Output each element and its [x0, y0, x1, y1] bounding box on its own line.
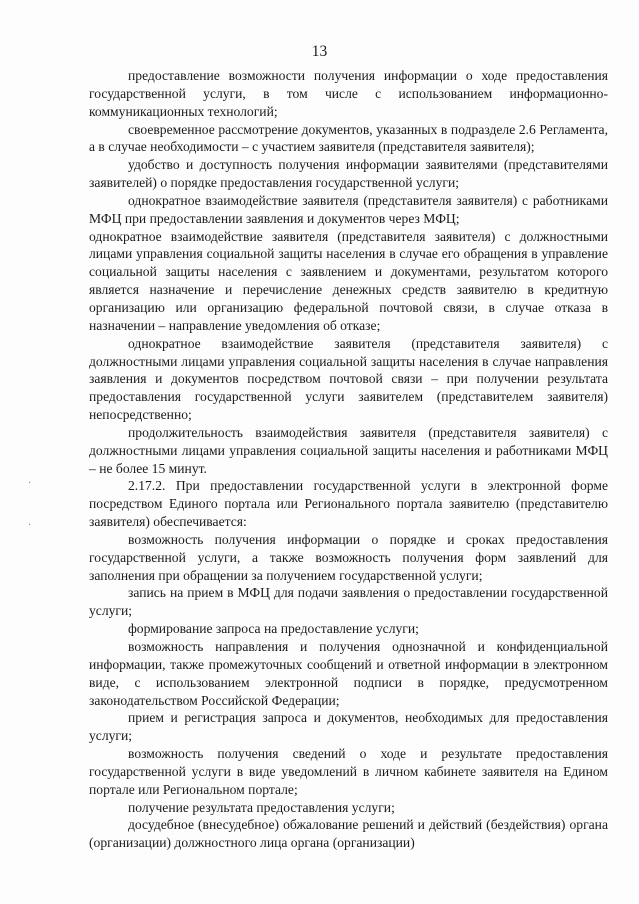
- paragraph: удобство и доступность получения информации заявителями (представителями заявителей) о порядке предоставления государственной услуги;: [89, 157, 608, 191]
- paragraph: формирование запроса на предоставление услуги;: [128, 621, 419, 637]
- margin-tick-mark: ·: [28, 478, 32, 489]
- paragraph: возможность получения информации о порядке и сроках предоставления государственной услуги, а также возможность получения форм заявлений для заполнения при обращении за получением государственной услуги;: [89, 531, 608, 583]
- paragraph: возможность направления и получения однозначной и конфиденциальной информации, также промежуточных сообщений и ответной информации в электронном виде, с использованием электронной подписи в порядке, предусмотренном законодательством Российской Федерации;: [89, 639, 608, 708]
- paragraph: однократное взаимодействие заявителя (представителя заявителя) с работниками МФЦ при предоставлении заявления и документов через МФЦ;: [89, 192, 608, 226]
- paragraph: однократное взаимодействие заявителя (представителя заявителя) с должностными лицами управления социальной защиты населения в случае направления заявления и документов посредством почтовой связи – при получении результата предоставления государственной услуги заявителем (представителем заявителя) непосредственно;: [89, 335, 608, 423]
- paragraph: своевременное рассмотрение документов, указанных в подразделе 2.6 Регламента, а в случае необходимости – с участием заявителя (представителя заявителя);: [89, 121, 608, 155]
- page-number: 13: [311, 43, 328, 60]
- paragraph: 2.17.2. При предоставлении государственной услуги в электронной форме посредством Единого портала или Регионального портала заявителю (представителю заявителя) обеспечивается:: [89, 478, 608, 530]
- paragraph: досудебное (внесудебное) обжалование решений и действий (бездействия) органа (организации) должностного лица органа (организации): [89, 817, 608, 851]
- paragraph: получение результата предоставления услуги;: [128, 799, 395, 815]
- paragraph: возможность получения сведений о ходе и результате предоставления государственной услуги в виде уведомлений в личном кабинете заявителя на Едином портале или Региональном портале;: [89, 746, 608, 797]
- paragraph: прием и регистрация запроса и документов, необходимых для предоставления услуги;: [89, 710, 608, 744]
- paragraph: запись на прием в МФЦ для подачи заявления о предоставлении государственной услуги;: [89, 585, 608, 619]
- document-body: [89, 67, 608, 852]
- margin-tick-mark: ·: [28, 520, 32, 531]
- paragraph: предоставление возможности получения информации о ходе предоставления государственной услуги, в том числе с использованием информационно-коммуникационных технологий;: [89, 68, 608, 119]
- paragraph: продолжительность взаимодействия заявителя (представителя заявителя) с должностными лицами управления социальной защиты населения и работниками МФЦ – не более 15 минут.: [89, 424, 608, 476]
- paragraph: однократное взаимодействие заявителя (представителя заявителя) с должностными лицами управления социальной защиты населения в случае его обращения в управление социальной защиты населения с заявлением и документами, результатом которого является назначение и перечисление денежных средств заявителю в кредитную организацию или организацию федеральной почтовой связи, в случае отказа в назначении – направление уведомления об отказе;: [89, 228, 608, 333]
